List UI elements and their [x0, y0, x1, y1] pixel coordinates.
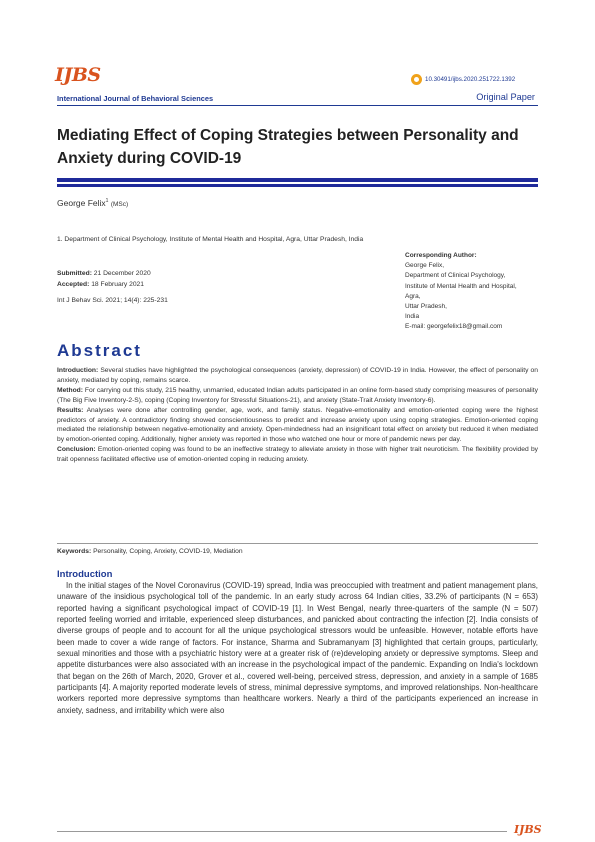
submitted-label: Submitted: — [57, 270, 92, 277]
title-divider — [57, 178, 538, 187]
keywords-text: Personality, Coping, Anxiety, COVID-19, Mediation — [93, 548, 243, 555]
abstract-conclusion-label: Conclusion: — [57, 446, 96, 454]
abstract-results-label: Results: — [57, 406, 84, 414]
abstract-method — [57, 386, 538, 406]
abstract-body — [57, 366, 538, 465]
affiliation: 1. Department of Clinical Psychology, Institute of Mental Health and Hospital, Agra, Uttar Pradesh, India — [57, 236, 364, 243]
keywords-label: Keywords: — [57, 548, 92, 555]
article-dates — [57, 268, 151, 290]
keywords — [57, 548, 243, 555]
footer-rule — [57, 831, 507, 832]
abstract-heading: Abstract — [57, 341, 142, 360]
abstract-method-label: Method: — [57, 386, 83, 394]
abstract-method-text: For carrying out this study, 215 healthy, unmarried, educated Indian adults participated in an online form-based study comprising measures of personality (The Big Five Inventory-2-S), coping (Coping Inventory for Stressful Situations-21), and anxiety (State-Trait Anxiety Inventory-6). — [57, 386, 538, 404]
accepted-date: 18 February 2021 — [91, 281, 144, 288]
author-affiliation-marker: 1 — [105, 198, 109, 205]
corresponding-line: Department of Clinical Psychology, — [405, 272, 506, 280]
corresponding-line: Agra, — [405, 292, 421, 300]
doi-link[interactable] — [411, 74, 515, 85]
abstract-results-text: Analyses were done after controlling gender, age, work, and family status. Negative-emotionality and emotion-oriented coping were the highest predictors of anxiety. A contradictory finding showed conscientiousness to predict and increase anxiety upon using coping strategies. Emotion-oriented coping mediated the relationship between negative-emotionality and anxiety. Open-mindedness had an insignificant total effect on anxiety but reduced it when mediated by emotion-oriented coping. Additionally, higher anxiety was reported in those who watched one hour or more of pandemic news per day. — [57, 406, 538, 444]
corresponding-line: Uttar Pradesh, — [405, 303, 447, 311]
journal-logo: IJBS — [55, 64, 101, 86]
abstract-conclusion-text: Emotion-oriented coping was found to be an ineffective strategy to alleviate anxiety in those with higher trait neuroticism. The flexibility provided by trait openness facilitated effective use of emotion-oriented coping in reducing anxiety. — [57, 446, 539, 464]
abstract-rule — [57, 543, 538, 544]
author-name: George Felix — [57, 198, 106, 208]
submitted-date: 21 December 2020 — [93, 270, 151, 277]
introduction-heading: Introduction — [57, 569, 113, 580]
article-title: Mediating Effect of Coping Strategies between Personality and Anxiety during COVID-19 — [57, 127, 519, 167]
journal-name: International Journal of Behavioral Sciences — [57, 94, 214, 103]
author-line — [57, 198, 128, 208]
corresponding-line: Institute of Mental Health and Hospital, — [405, 282, 517, 290]
accepted-label: Accepted: — [57, 281, 90, 288]
corresponding-author — [405, 251, 545, 333]
citation: Int J Behav Sci. 2021; 14(4): 225-231 — [57, 297, 168, 304]
paper-type: Original Paper — [476, 92, 535, 102]
introduction-body: In the initial stages of the Novel Coronavirus (COVID-19) spread, India was preoccupied with treatment and patient management plans, unaware of the insidious psychological toll of the pandemic. In an early study across 64 Indian cities, 33.2% of participants (N = 653) reported having a significant psychological impact of COVID-19 [1]. In West Bengal, nearly three-quarters of the sample (N = 507) reported feeling worried and irritable, experienced sleep disturbances, and panicked about contracting the infection [2]. India consists of diverse groups of people and to account for all the unique psychological stressors would be unfeasible. However, notable efforts have been made to cover a wide range of factors. For instance, Sharma and Subramanyam [3] highlighted that certain groups, particularly, sexual minorities and those with a psychiatric history were at a greater risk of (re)developing anxiety or depressive symptoms. Sleep and appetite disturbances were also associated with an increase in the psychological impact of the pandemic. Expanding on India's lockdown that began on the 26th of March, 2020, Grover et al., covered well-being, perceived stress, depression, and anxiety in a sample of 1685 participants [4]. A majority reported moderate levels of stress, minimal depressive symptoms, and improved relationships. Non-healthcare workers reported more depressive symptoms than healthcare workers. Nearly a third of the participants experienced an increase in anxiety, sadness, and irritability which were also — [57, 581, 538, 715]
corresponding-email[interactable]: E-mail: georgefelix18@gmail.com — [405, 323, 503, 331]
doi-text[interactable]: 10.30491/ijbs.2020.251722.1392 — [425, 76, 516, 83]
abstract-intro-label: Introduction: — [57, 367, 99, 374]
abstract-intro-text: Several studies have highlighted the psychological consequences (anxiety, depression) of COVID-19 in India. However, the effect of personality on anxiety, mediated by coping, remains scarce. — [57, 367, 538, 384]
abstract-introduction — [57, 366, 538, 386]
abstract-results — [57, 406, 538, 446]
header-rule — [57, 105, 538, 106]
corresponding-heading: Corresponding Author: — [405, 252, 477, 259]
abstract-conclusion — [57, 445, 538, 465]
corresponding-line: India — [405, 313, 420, 321]
author-degree: (MSc) — [110, 201, 129, 208]
doi-icon — [411, 74, 422, 85]
footer-logo: IJBS — [514, 823, 542, 836]
corresponding-line: George Felix, — [405, 262, 445, 270]
